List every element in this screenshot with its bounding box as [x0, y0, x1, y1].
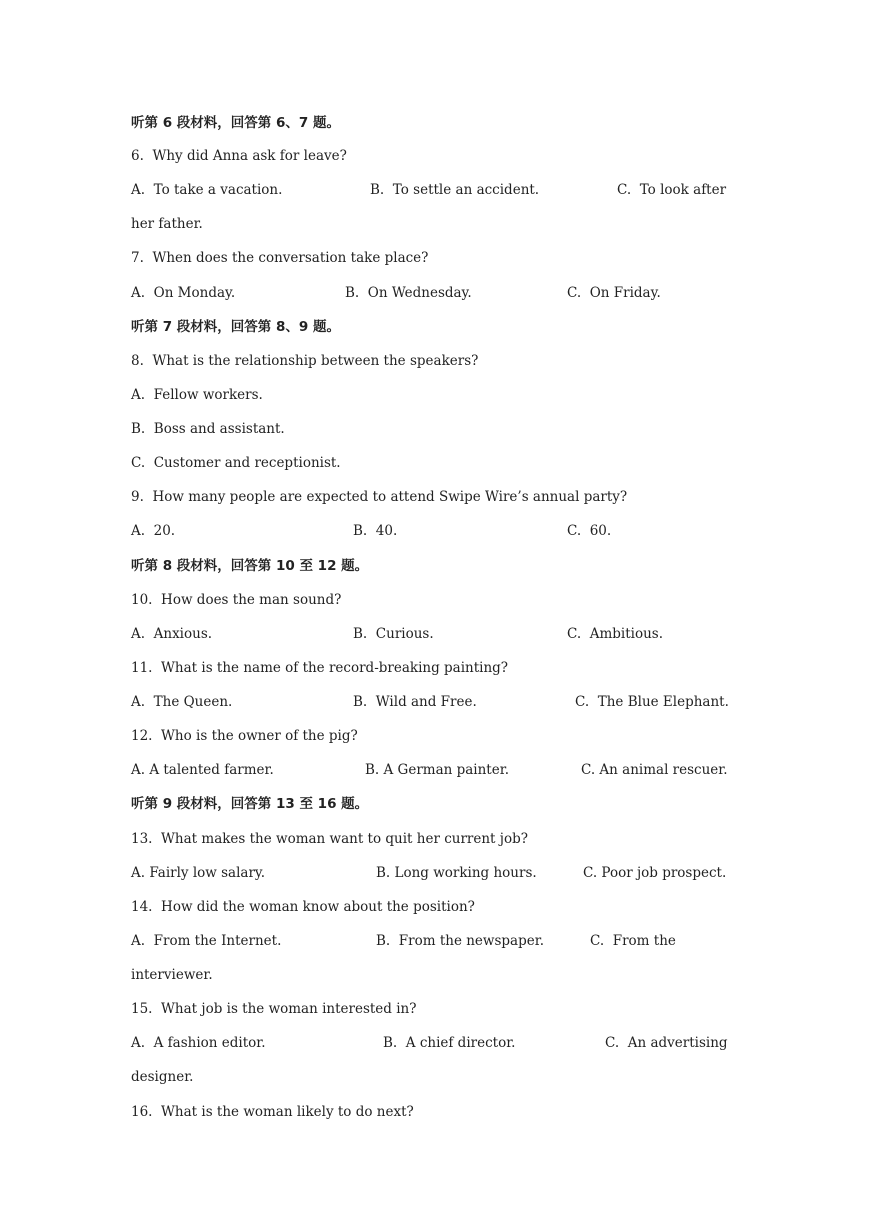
option-b: B. Wild and Free. [353, 694, 477, 710]
option-a: A. On Monday. [131, 285, 236, 301]
question-text: 7. When does the conversation take place? [131, 250, 429, 266]
option-continuation: interviewer. [131, 967, 213, 983]
option-a: A. Fellow workers. [131, 387, 263, 403]
question-text: 6. Why did Anna ask for leave? [131, 148, 347, 164]
option-a: A. The Queen. [131, 694, 233, 710]
option-c: C. Customer and receptionist. [131, 455, 341, 471]
option-continuation: designer. [131, 1069, 194, 1085]
question-text: 12. Who is the owner of the pig? [131, 728, 358, 744]
question-text: 10. How does the man sound? [131, 592, 342, 608]
option-b: B. On Wednesday. [345, 285, 472, 301]
question-text: 16. What is the woman likely to do next? [131, 1104, 414, 1120]
option-b: B. 40. [353, 523, 398, 539]
section-heading: 听第 6 段材料，回答第 6、7 题。 [131, 115, 340, 131]
option-a: A. A talented farmer. [131, 762, 274, 778]
option-a: A. Fairly low salary. [131, 865, 266, 881]
option-a: A. From the Internet. [131, 933, 282, 949]
section-heading: 听第 9 段材料，回答第 13 至 16 题。 [131, 796, 369, 812]
section-heading: 听第 7 段材料，回答第 8、9 题。 [131, 319, 340, 335]
option-b: B. Long working hours. [376, 865, 537, 881]
option-c: C. Poor job prospect. [583, 865, 727, 881]
question-text: 8. What is the relationship between the speakers? [131, 353, 479, 369]
option-b: B. Boss and assistant. [131, 421, 285, 437]
option-c: C. From the [590, 933, 676, 949]
question-text: 13. What makes the woman want to quit her current job? [131, 831, 528, 847]
question-text: 11. What is the name of the record-breaking painting? [131, 660, 509, 676]
option-a: A. Anxious. [131, 626, 213, 642]
option-b: B. From the newspaper. [376, 933, 544, 949]
option-c: C. The Blue Elephant. [575, 694, 729, 710]
option-c: C. On Friday. [567, 285, 661, 301]
option-a: A. To take a vacation. [131, 182, 283, 198]
question-text: 9. How many people are expected to attend Swipe Wire’s annual party? [131, 489, 628, 505]
option-a: A. 20. [131, 523, 176, 539]
option-a: A. A fashion editor. [131, 1035, 266, 1051]
section-heading: 听第 8 段材料，回答第 10 至 12 题。 [131, 558, 369, 574]
option-b: B. Curious. [353, 626, 434, 642]
question-text: 14. How did the woman know about the position? [131, 899, 475, 915]
option-c: C. Ambitious. [567, 626, 664, 642]
option-continuation: her father. [131, 216, 203, 232]
option-c: C. To look after [617, 182, 727, 198]
question-text: 15. What job is the woman interested in? [131, 1001, 417, 1017]
option-b: B. A German painter. [365, 762, 509, 778]
option-b: B. To settle an accident. [370, 182, 540, 198]
option-c: C. An advertising [605, 1035, 728, 1051]
option-c: C. 60. [567, 523, 612, 539]
option-c: C. An animal rescuer. [581, 762, 728, 778]
option-b: B. A chief director. [383, 1035, 516, 1051]
